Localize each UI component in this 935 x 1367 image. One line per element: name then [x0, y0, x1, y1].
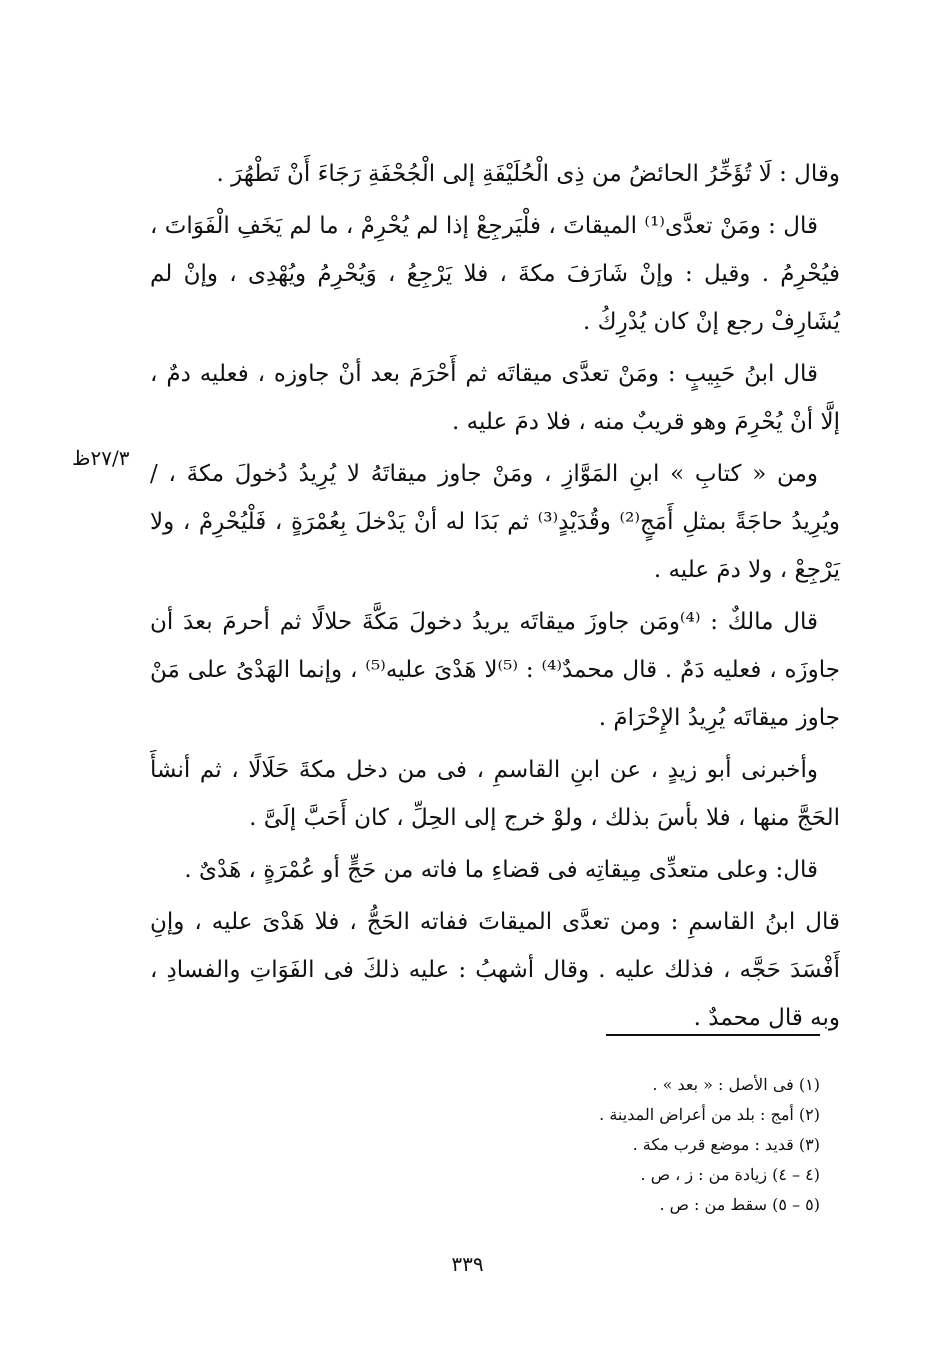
main-text-block	[150, 150, 840, 1046]
footnote-separator	[606, 1034, 820, 1036]
paragraph: قال مالكٌ : ⁽⁴⁾ومَن جاوزَ ميقاتَه يريدُ دخولَ مَكَّةَ حلالًا ثم أحرمَ بعدَ أن جاوزَه ، فعليه دَمٌ . قال محمدٌ⁽⁴⁾ : ⁽⁵⁾لا هَدْىَ عليه⁽⁵⁾ ، وإنما الهَدْىُ على مَنْ جاوز ميقاتَه يُرِيدُ الإِحْرَامَ .	[150, 609, 841, 731]
manuscript-folio-reference: ٢٧/٣ظ	[72, 446, 130, 470]
paragraph: قال ابنُ القاسمِ : ومن تعدَّى الميقاتَ ففاته الحَجُّ ، فلا هَدْىَ عليه ، وإنِ أَفْسَدَ حَجَّه ، فذلك عليه . وقال أشهبُ : عليه ذلكَ فى الفَوَاتِ والفسادِ ، وبه قال محمدٌ .	[150, 909, 840, 1031]
paragraph: قال ابنُ حَبِيبٍ : ومَنْ تعدَّى ميقاتَه ثم أَحْرَمَ بعد أنْ جاوزه ، فعليه دمٌ ، إلَّا أنْ يُحْرِمَ وهو قريبٌ منه ، فلا دمَ عليه .	[150, 361, 840, 435]
footnote: (٥ – ٥) سقط من : ص .	[659, 1195, 820, 1214]
paragraph: قال : ومَنْ تعدَّى⁽¹⁾ الميقاتَ ، فلْيَرجِعْ إذا لم يُحْرِمْ ، ما لم يَخَفِ الْفَوَاتَ ، فيُحْرِمُ . وقيل : وإنْ شَارَفَ مكةَ ، فلا يَرْجِعُ ، وَيُحْرِمُ ويُهْدِى ، وإنْ لم يُشَارِفْ رجع إنْ كان يُدْرِكُ .	[150, 213, 840, 335]
footnote: (٤ – ٤) زيادة من : ز ، ص .	[640, 1165, 820, 1184]
footnote: (٢) أمج : بلد من أعراض المدينة .	[599, 1105, 820, 1124]
paragraph: وقال : لَا تُؤَخِّرُ الحائضُ من ذِى الْحُلَيْفَةِ إلى الْجُحْفَةِ رَجَاءَ أَنْ تَطْهُرَ .	[216, 161, 840, 187]
footnotes	[400, 1070, 820, 1220]
footnote: (٣) قديد : موضع قرب مكة .	[632, 1135, 820, 1154]
page-number: ٣٣٩	[451, 1252, 484, 1276]
paragraph: ومن « كتابِ » ابنِ المَوَّازِ ، ومَنْ جاوز ميقاتَهُ لا يُرِيدُ دُخولَ مكةَ ، / ويُرِيدُ حاجَةً بمثلِ أَمَجٍ⁽²⁾ وقُدَيْدٍ⁽³⁾ ثم بَدَا له أنْ يَدْخلَ بِعُمْرَةٍ ، فَلْيُحْرِمْ ، ولا يَرْجِعْ ، ولا دمَ عليه .	[150, 461, 840, 583]
paragraph: قال: وعلى متعدِّى مِيقاتِه فى قضاءِ ما فاته من حَجٍّ أو عُمْرَةٍ ، هَدْىٌ .	[184, 857, 818, 883]
footnote: (١) فى الأصل : « بعد » .	[652, 1075, 820, 1094]
paragraph: وأخبرنى أبو زيدٍ ، عن ابنِ القاسمِ ، فى من دخل مكةَ حَلَالًا ، ثم أنشأَ الحَجَّ منها ، فلا بأسَ بذلك ، ولوْ خرج إلى الحِلِّ ، كان أَحَبَّ إلَىَّ .	[150, 757, 840, 831]
